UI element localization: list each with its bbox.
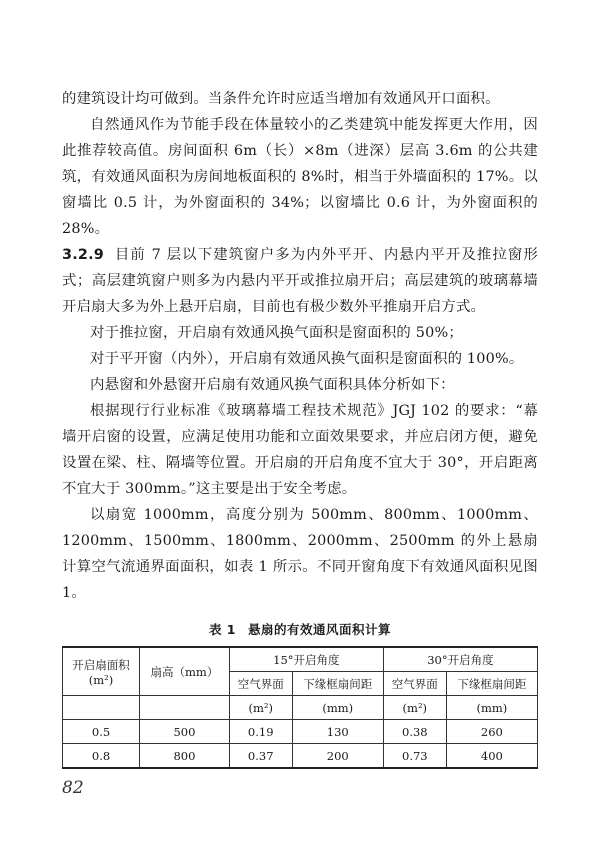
- page-body: [62, 86, 538, 769]
- paragraph-4: 对于推拉窗，开启扇有效通风换气面积是窗面积的 50%；: [90, 325, 463, 341]
- cell-gap-15: 130: [292, 720, 383, 744]
- header-frame-gap-30: 下缘框扇间距: [446, 672, 537, 696]
- header-air-area-unit-15: (m²): [229, 696, 292, 720]
- cell-height: 800: [140, 744, 230, 769]
- table-header-row-3: [63, 696, 538, 720]
- header-frame-gap-15: 下缘框扇间距: [292, 672, 383, 696]
- header-group-30: 30°开启角度: [383, 647, 537, 672]
- header-frame-gap-unit-30: (mm): [446, 696, 537, 720]
- header-air-area-15: 空气界面: [229, 672, 292, 696]
- cell-air-30: 0.73: [383, 744, 446, 769]
- cell-gap-30: 400: [446, 744, 537, 769]
- section-number: 3.2.9: [62, 247, 104, 263]
- header-blank-2: [140, 696, 230, 720]
- header-blank-1: [63, 696, 140, 720]
- table-caption: [62, 620, 538, 638]
- table-row: [63, 744, 538, 769]
- header-air-area-30: 空气界面: [383, 672, 446, 696]
- paragraph-3: [62, 242, 538, 320]
- paragraph-5: 对于平开窗（内外），开启扇有效通风换气面积是窗面积的 100%。: [90, 351, 524, 367]
- cell-area: 0.8: [63, 744, 140, 769]
- paragraph-8: 以扇宽 1000mm，高度分别为 500mm、800mm、1000mm、1200mm、1500mm、1800mm、2000mm、2500mm 的外上悬扇计算空气流通界面面积，如表 1 所示。不同开窗角度下有效通风面积见图 1。: [62, 507, 538, 601]
- cell-air-15: 0.19: [229, 720, 292, 744]
- cell-gap-30: 260: [446, 720, 537, 744]
- header-open-area: 开启扇面积 (m²): [63, 647, 140, 696]
- header-air-area-unit-30: (m²): [383, 696, 446, 720]
- table-caption-number: 表 1: [208, 622, 237, 637]
- header-sash-height: 扇高（mm）: [140, 647, 230, 696]
- table-header-row-1: [63, 647, 538, 672]
- header-group-15: 15°开启角度: [229, 647, 383, 672]
- table-row: [63, 720, 538, 744]
- paragraph-2: 自然通风作为节能手段在体量较小的乙类建筑中能发挥更大作用，因此推荐较高值。房间面积 6m（长）×8m（进深）层高 3.6m 的公共建筑，有效通风面积为房间地板面积的 8%时，相当于外墙面积的 17%。以窗墙比 0.5 计，为外窗面积的 34%；以窗墙比 0.6 计，为外窗面积的 28%。: [62, 117, 538, 237]
- paragraph-7: 根据现行行业标准《玻璃幕墙工程技术规范》JGJ 102 的要求：“幕墙开启窗的设置，应满足使用功能和立面效果要求，并应启闭方便，避免设置在梁、柱、隔墙等位置。开启扇的开启角度不宜大于 30°，开启距离不宜大于 300mm。”这主要是出于安全考虑。: [62, 403, 538, 497]
- table-caption-title: 悬扇的有效通风面积计算: [248, 622, 392, 637]
- paragraph-6: 内悬窗和外悬窗开启扇有效通风换气面积具体分析如下：: [90, 377, 455, 393]
- ventilation-table: [62, 646, 538, 769]
- cell-area: 0.5: [63, 720, 140, 744]
- paragraph-1: 的建筑设计均可做到。当条件允许时应适当增加有效通风开口面积。: [62, 91, 500, 107]
- page-number: 82: [62, 778, 84, 798]
- cell-gap-15: 200: [292, 744, 383, 769]
- header-frame-gap-unit-15: (mm): [292, 696, 383, 720]
- cell-air-15: 0.37: [229, 744, 292, 769]
- paragraph-3-text: 目前 7 层以下建筑窗户多为内外平开、内悬内平开及推拉窗形式；高层建筑窗户则多为内悬内平开或推拉扇开启；高层建筑的玻璃幕墙开启扇大多为外上悬开启扇，目前也有极少数外平推扇开启方式。: [62, 247, 538, 315]
- cell-height: 500: [140, 720, 230, 744]
- cell-air-30: 0.38: [383, 720, 446, 744]
